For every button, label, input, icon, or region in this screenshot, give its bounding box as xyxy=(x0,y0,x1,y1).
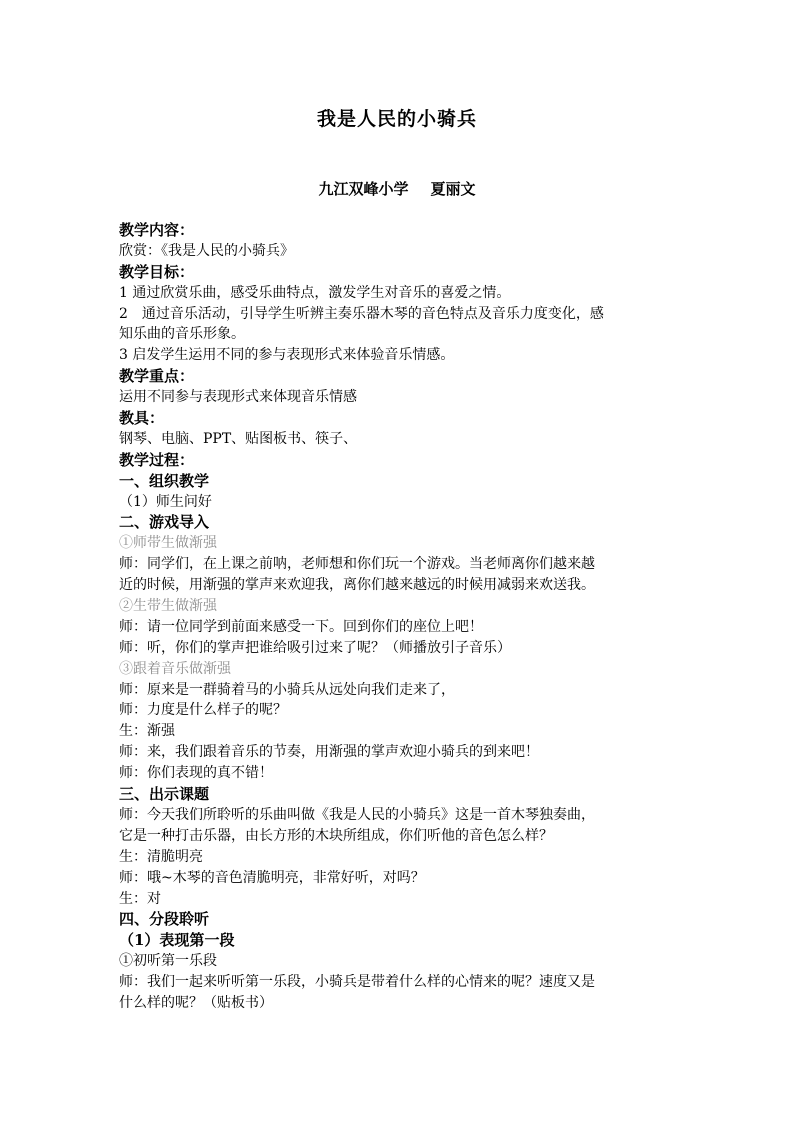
body-text-line: ①初听第一乐段 xyxy=(119,953,217,970)
body-text-line: 它是一种打击乐器，由长方形的木块所组成，你们听他的音色怎么样？ xyxy=(119,827,553,844)
body-text-line: 1 通过欣赏乐曲，感受乐曲特点，激发学生对音乐的喜爱之情。 xyxy=(119,284,511,301)
body-text-line: ①师带生做渐强 xyxy=(119,535,217,552)
body-text-line: 什么样的呢？（贴板书） xyxy=(119,994,273,1011)
body-text-line: 生：对 xyxy=(119,890,161,907)
body-text-line: 欣赏：《我是人民的小骑兵》 xyxy=(119,242,294,259)
section-heading: 三、出示课题 xyxy=(119,785,210,804)
body-text-line: 师：你们表现的真不错！ xyxy=(119,765,273,782)
body-text-line: 师：同学们，在上课之前呐，老师想和你们玩一个游戏。当老师离你们越来越 xyxy=(119,556,595,573)
author-line xyxy=(0,178,794,199)
section-heading: （1）表现第一段 xyxy=(119,931,235,950)
section-heading: 教学过程： xyxy=(119,450,195,469)
body-text-line: 师：请一位同学到前面来感受一下。回到你们的座位上吧！ xyxy=(119,618,483,635)
body-text-line: 2 通过音乐活动，引导学生听辨主奏乐器木琴的音色特点及音乐力度变化，感 xyxy=(119,305,604,322)
body-text-line: 生：渐强 xyxy=(119,723,175,740)
body-text-line: ③跟着音乐做渐强 xyxy=(119,660,231,677)
body-text-line: 近的时候，用渐强的掌声来欢迎我，离你们越来越远的时候用减弱来欢送我。 xyxy=(119,577,595,594)
section-heading: 教具： xyxy=(119,409,165,428)
section-heading: 教学重点： xyxy=(119,367,195,386)
body-text-line: 师：今天我们所聆听的乐曲叫做《我是人民的小骑兵》这是一首木琴独奏曲， xyxy=(119,806,595,823)
section-heading: 四、分段聆听 xyxy=(119,910,210,929)
body-text-line: 师：哦~木琴的音色清脆明亮，非常好听，对吗？ xyxy=(119,869,425,886)
body-text-line: 师：来，我们跟着音乐的节奏，用渐强的掌声欢迎小骑兵的到来吧！ xyxy=(119,744,539,761)
body-text-line: 钢琴、电脑、PPT、贴图板书、筷子、 xyxy=(119,430,358,447)
body-text-line: 3 启发学生运用不同的参与表现形式来体验音乐情感。 xyxy=(119,347,455,364)
document-body xyxy=(119,220,679,1014)
school-name: 九江双峰小学 xyxy=(318,180,409,198)
document-title: 我是人民的小骑兵 xyxy=(316,108,477,130)
section-heading: 教学目标： xyxy=(119,262,195,281)
author-name: 夏丽文 xyxy=(430,180,476,198)
body-text-line: （1）师生问好 xyxy=(119,493,212,510)
section-heading: 一、组织教学 xyxy=(119,471,210,490)
section-heading: 教学内容： xyxy=(119,221,195,239)
body-text-line: 生：清脆明亮 xyxy=(119,848,203,865)
body-text-line: ②生带生做渐强 xyxy=(119,598,217,615)
body-text-line: 师：力度是什么样子的呢？ xyxy=(119,702,287,719)
body-text-line: 师：我们一起来听听第一乐段，小骑兵是带着什么样的心情来的呢？速度又是 xyxy=(119,974,595,991)
body-text-line: 师：听，你们的掌声把谁给吸引过来了呢？（师播放引子音乐） xyxy=(119,639,511,656)
body-text-line: 师：原来是一群骑着马的小骑兵从远处向我们走来了， xyxy=(119,681,455,698)
body-text-line: 知乐曲的音乐形象。 xyxy=(119,326,245,343)
body-text-line: 运用不同参与表现形式来体现音乐情感 xyxy=(119,389,357,406)
section-heading: 二、游戏导入 xyxy=(119,513,210,532)
